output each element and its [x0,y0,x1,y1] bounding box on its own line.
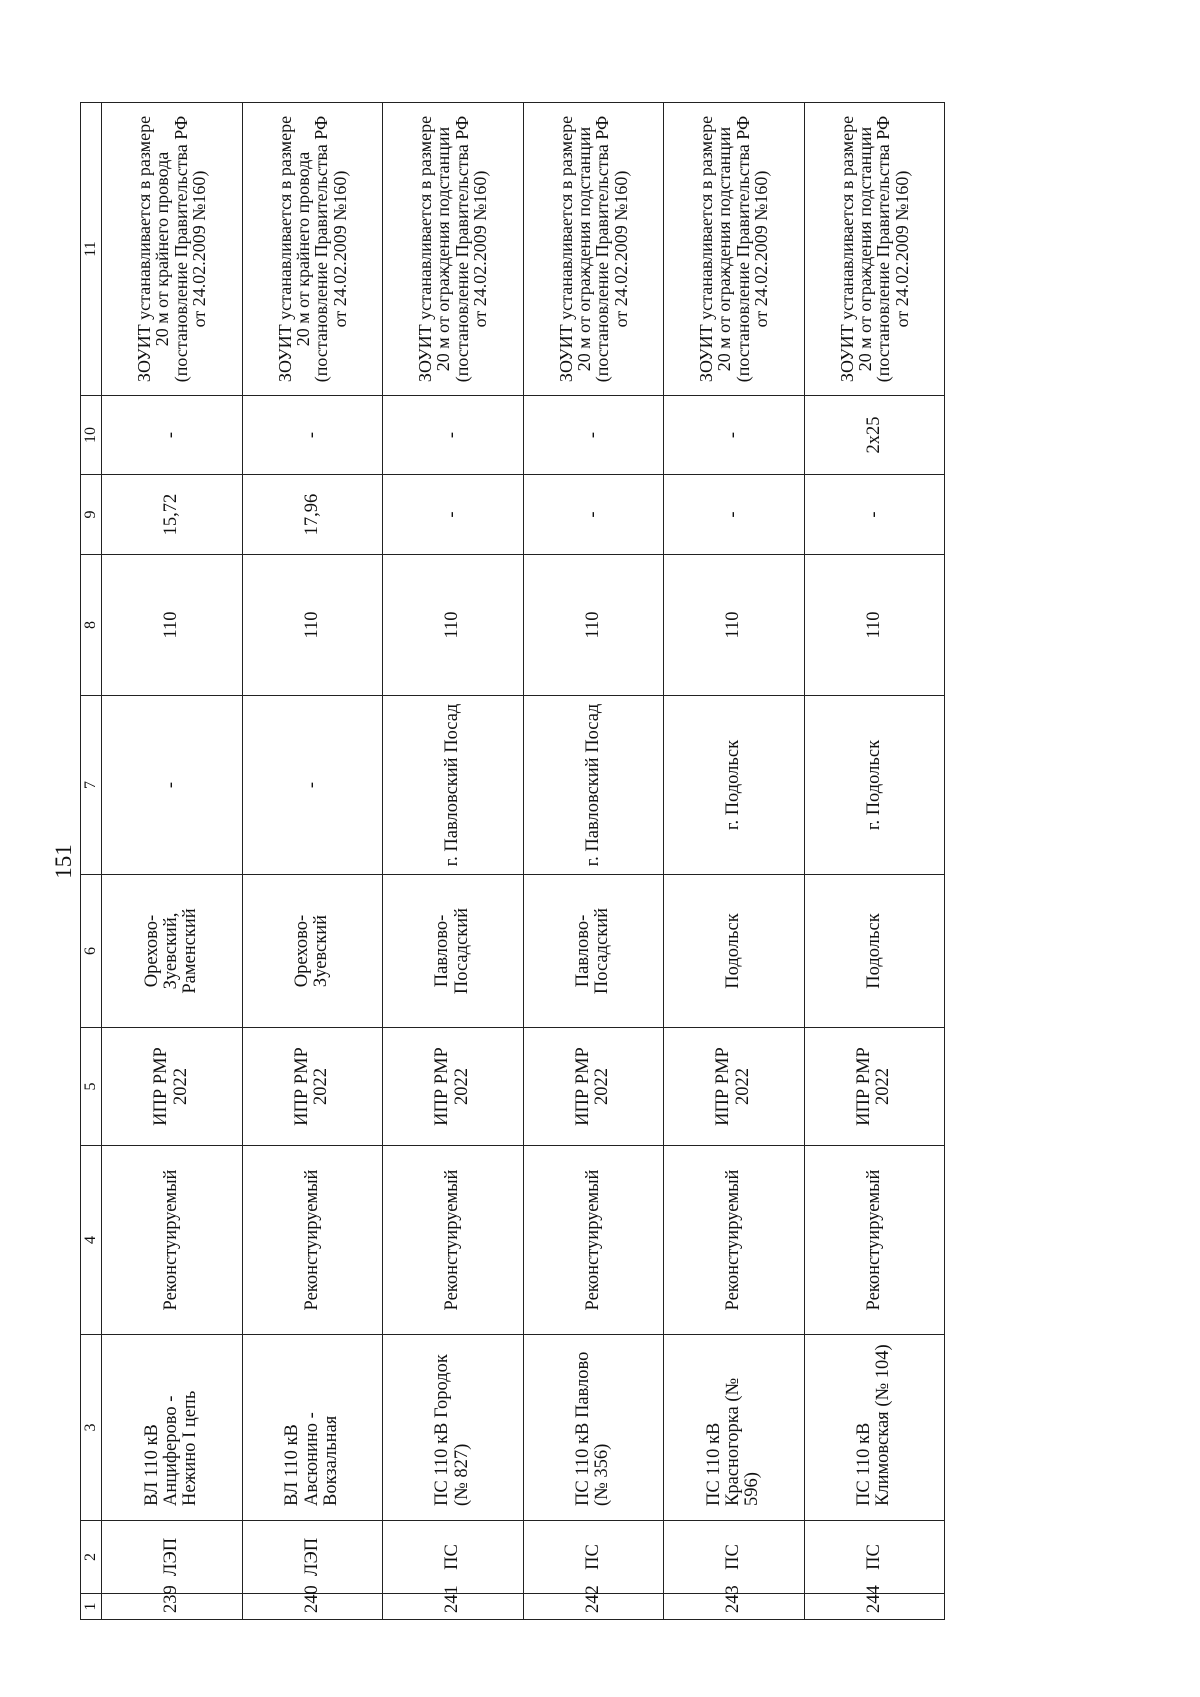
status-cell: Реконстуируемый [383,1146,524,1335]
object-type-cell: ЛЭП [242,1521,383,1594]
table-row [523,103,664,1620]
energy-objects-table [80,102,945,1620]
column-header: 8 [81,555,102,696]
row-number-cell: 239 [102,1594,243,1620]
column-header: 2 [81,1521,102,1594]
settlement-cell: г. Павловский Посад [523,696,664,875]
district-cell: Павлово-Посадский [523,875,664,1028]
row-number-cell: 243 [664,1594,805,1620]
source-document-cell: ИПР РМР 2022 [102,1028,243,1146]
voltage-cell: 110 [383,555,524,696]
status-cell: Реконстуируемый [664,1146,805,1335]
source-document-cell: ИПР РМР 2022 [664,1028,805,1146]
column-header: 6 [81,875,102,1028]
source-document-cell: ИПР РМР 2022 [804,1028,945,1146]
object-type-cell: ПС [383,1521,524,1594]
table-row [102,103,243,1620]
length-cell: - [804,475,945,555]
column-header: 1 [81,1594,102,1620]
zone-note-cell: ЗОУИТ устанавливается в размере 20 м от ограждения подстанции (постановление Правительства РФ от 24.02.2009 №160) [523,103,664,396]
zone-note-cell: ЗОУИТ устанавливается в размере 20 м от ограждения подстанции (постановление Правительства РФ от 24.02.2009 №160) [383,103,524,396]
object-name-cell: ПС 110 кВ Красногорка (№ 596) [664,1335,805,1521]
voltage-cell: 110 [804,555,945,696]
table-row [242,103,383,1620]
column-header: 11 [81,103,102,396]
settlement-cell: г. Подольск [664,696,805,875]
district-cell: Подольск [804,875,945,1028]
power-cell: - [242,396,383,475]
district-cell: Подольск [664,875,805,1028]
status-cell: Реконстуируемый [523,1146,664,1335]
zone-note-cell: ЗОУИТ устанавливается в размере 20 м от ограждения подстанции (постановление Правительства РФ от 24.02.2009 №160) [804,103,945,396]
table-row [664,103,805,1620]
zone-note-cell: ЗОУИТ устанавливается в размере 20 м от крайнего провода (постановление Правительства РФ от 24.02.2009 №160) [242,103,383,396]
status-cell: Реконстуируемый [804,1146,945,1335]
district-cell: Павлово-Посадский [383,875,524,1028]
object-name-cell: ВЛ 110 кВ Авсюнино - Вокзальная [242,1335,383,1521]
length-cell: - [383,475,524,555]
object-type-cell: ПС [804,1521,945,1594]
object-name-cell: ПС 110 кВ Павлово (№ 356) [523,1335,664,1521]
object-name-cell: ПС 110 кВ Городок (№ 827) [383,1335,524,1521]
row-number-cell: 241 [383,1594,524,1620]
power-cell: - [523,396,664,475]
object-type-cell: ПС [523,1521,664,1594]
length-cell: - [664,475,805,555]
source-document-cell: ИПР РМР 2022 [383,1028,524,1146]
voltage-cell: 110 [102,555,243,696]
column-header: 4 [81,1146,102,1335]
status-cell: Реконстуируемый [242,1146,383,1335]
object-name-cell: ВЛ 110 кВ Анциферово - Нежино I цепь [102,1335,243,1521]
length-cell: - [523,475,664,555]
object-name-cell: ПС 110 кВ Климовская (№ 104) [804,1335,945,1521]
row-number-cell: 240 [242,1594,383,1620]
settlement-cell: г. Павловский Посад [383,696,524,875]
settlement-cell: г. Подольск [804,696,945,875]
source-document-cell: ИПР РМР 2022 [242,1028,383,1146]
settlement-cell: - [242,696,383,875]
zone-note-cell: ЗОУИТ устанавливается в размере 20 м от крайнего провода (постановление Правительства РФ от 24.02.2009 №160) [102,103,243,396]
length-cell: 15,72 [102,475,243,555]
page-number: 151 [51,844,76,879]
object-type-cell: ПС [664,1521,805,1594]
power-cell: - [102,396,243,475]
column-number-row [81,103,102,1620]
voltage-cell: 110 [242,555,383,696]
voltage-cell: 110 [664,555,805,696]
column-header: 3 [81,1335,102,1521]
length-cell: 17,96 [242,475,383,555]
power-cell: - [664,396,805,475]
object-type-cell: ЛЭП [102,1521,243,1594]
table-row [804,103,945,1620]
row-number-cell: 244 [804,1594,945,1620]
zone-note-cell: ЗОУИТ устанавливается в размере 20 м от ограждения подстанции (постановление Правительства РФ от 24.02.2009 №160) [664,103,805,396]
district-cell: Орехово-Зуевский [242,875,383,1028]
status-cell: Реконстуируемый [102,1146,243,1335]
source-document-cell: ИПР РМР 2022 [523,1028,664,1146]
district-cell: Орехово-Зуевский, Раменский [102,875,243,1028]
column-header: 5 [81,1028,102,1146]
table-row [383,103,524,1620]
power-cell: 2х25 [804,396,945,475]
settlement-cell: - [102,696,243,875]
column-header: 7 [81,696,102,875]
column-header: 9 [81,475,102,555]
row-number-cell: 242 [523,1594,664,1620]
rotated-page-content [51,103,945,1620]
voltage-cell: 110 [523,555,664,696]
power-cell: - [383,396,524,475]
column-header: 10 [81,396,102,475]
